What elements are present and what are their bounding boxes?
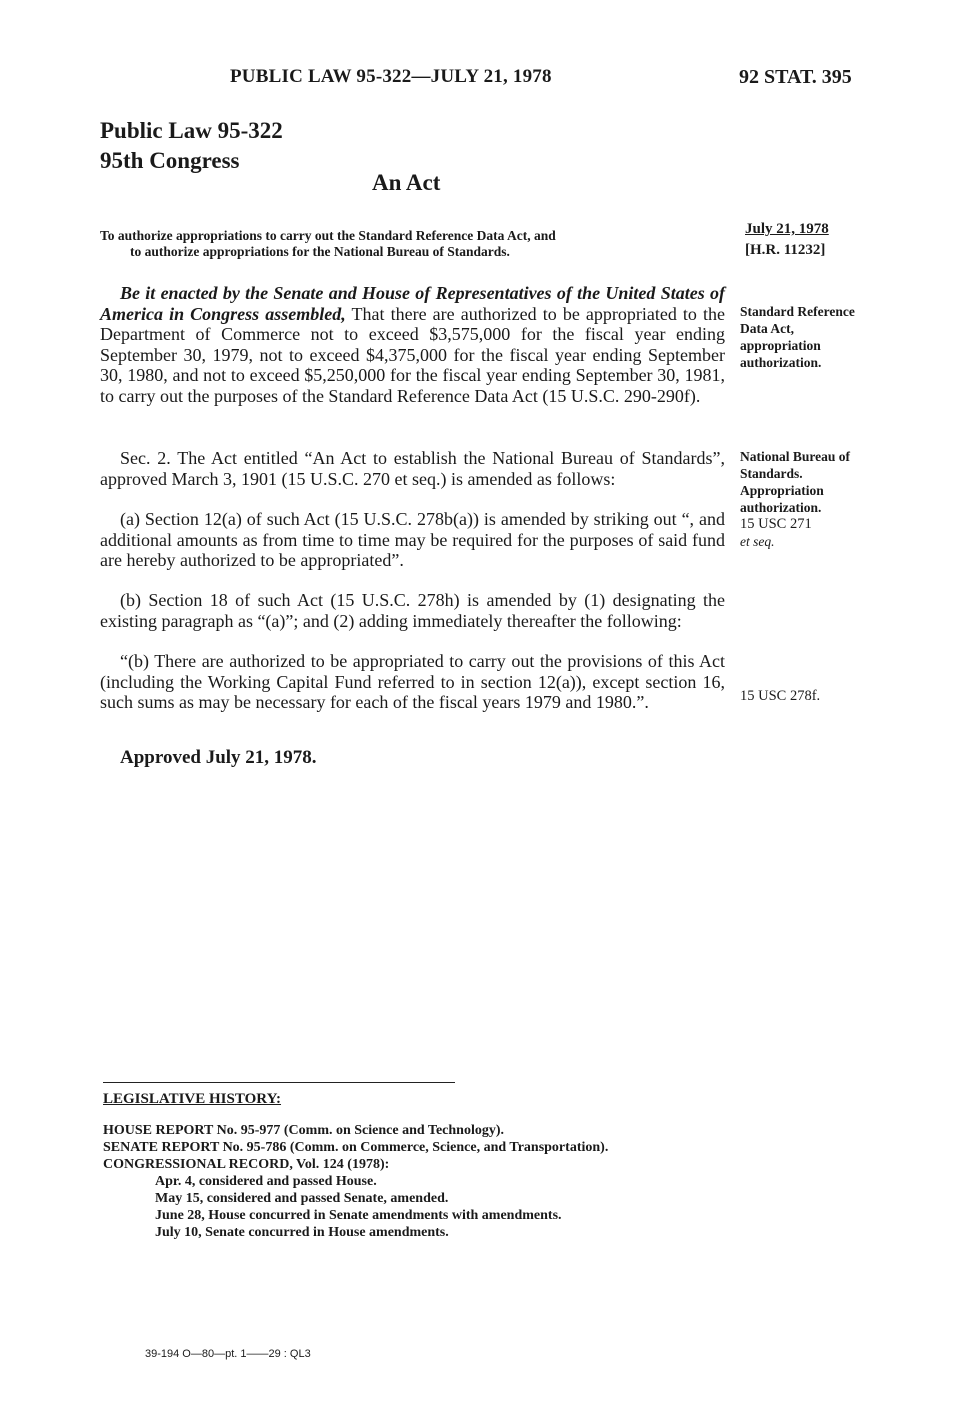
congress-number: 95th Congress (100, 148, 240, 173)
house-report: HOUSE REPORT No. 95-977 (Comm. on Science and Technology). (103, 1123, 505, 1138)
history-event: Apr. 4, considered and passed House. (155, 1174, 377, 1189)
purpose-line-2: to authorize appropriations for the National Bureau of Standards. (130, 244, 510, 259)
law-identification (100, 116, 283, 176)
approval-line: Approved July 21, 1978. (120, 747, 317, 768)
divider-rule (103, 1082, 455, 1083)
paragraph-b (100, 590, 725, 631)
act-heading: An Act (372, 170, 441, 195)
side-note-nbs (740, 448, 860, 550)
side-note-standard-reference: Standard Reference Data Act, appropriation authorization. (740, 304, 855, 370)
paragraph-a-text: (a) Section 12(a) of such Act (15 U.S.C. 278b(a)) is amended by striking out “, and additional amounts as from time to time may be required for the purposes of said fund are hereby authorized to be appropriated”. (100, 509, 725, 570)
congressional-record: CONGRESSIONAL RECORD, Vol. 124 (1978): (103, 1157, 390, 1172)
side-note-278f-cite: 15 USC 278f. (740, 688, 821, 704)
section-1 (100, 283, 725, 406)
side-note-nbs-cite: 15 USC 271 (740, 516, 812, 532)
running-title: PUBLIC LAW 95-322—JULY 21, 1978 (230, 66, 552, 87)
side-note-nbs-etseq: et seq. (740, 534, 775, 549)
side-note-nbs-title: National Bureau of Standards. Appropriation authorization. (740, 449, 851, 515)
section-2 (100, 448, 725, 489)
print-code: 39-194 O—80—pt. 1——29 : QL3 (145, 1348, 311, 1360)
history-event: July 10, Senate concurred in House amendments. (155, 1225, 449, 1240)
date-margin-note (745, 219, 829, 261)
legislative-history-title: LEGISLATIVE HISTORY: (103, 1091, 282, 1107)
quoted-paragraph-b (100, 651, 725, 713)
side-note-278f (740, 688, 860, 705)
section-2-text: Sec. 2. The Act entitled “An Act to establish the National Bureau of Standards”, approved March 3, 1901 (15 U.S.C. 270 et seq.) is amended as follows: (100, 448, 725, 489)
bill-number: [H.R. 11232] (745, 242, 826, 258)
enacting-clause: Be it enacted by the Senate and House of Representatives of the United States of America in Congress assembled, (100, 283, 725, 324)
public-law-number: Public Law 95-322 (100, 118, 283, 143)
purpose-statement (100, 228, 730, 260)
legislative-history-list (103, 1122, 608, 1241)
enactment-date: July 21, 1978 (745, 221, 829, 237)
history-event: May 15, considered and passed Senate, amended. (155, 1191, 449, 1206)
purpose-line-1: To authorize appropriations to carry out the Standard Reference Data Act, and (100, 228, 556, 243)
statute-page-number: 92 STAT. 395 (739, 66, 852, 88)
senate-report: SENATE REPORT No. 95-786 (Comm. on Commerce, Science, and Transportation). (103, 1140, 609, 1155)
paragraph-b-text: (b) Section 18 of such Act (15 U.S.C. 278h) is amended by (1) designating the existing paragraph as “(a)”; and (2) adding immediately thereafter the following: (100, 590, 725, 631)
section-1-text: That there are authorized to be appropriated to the Department of Commerce not to exceed $3,575,000 for the fiscal year ending September 30, 1979, not to exceed $4,375,000 for the fiscal year ending September 30, 1980, and not to exceed $5,250,000 for the fiscal year ending September 30, 1981, to carry out the purposes of the Standard Reference Data Act (15 U.S.C. 290-290f). (100, 303, 726, 406)
quoted-paragraph-b-text: “(b) There are authorized to be appropriated to carry out the provisions of this Act (including the Working Capital Fund referred to in section 12(a)), except section 16, such sums as may be necessary for each of the fiscal years 1979 and 1980.”. (100, 651, 725, 712)
history-event: June 28, House concurred in Senate amendments with amendments. (155, 1208, 562, 1223)
paragraph-a (100, 509, 725, 571)
